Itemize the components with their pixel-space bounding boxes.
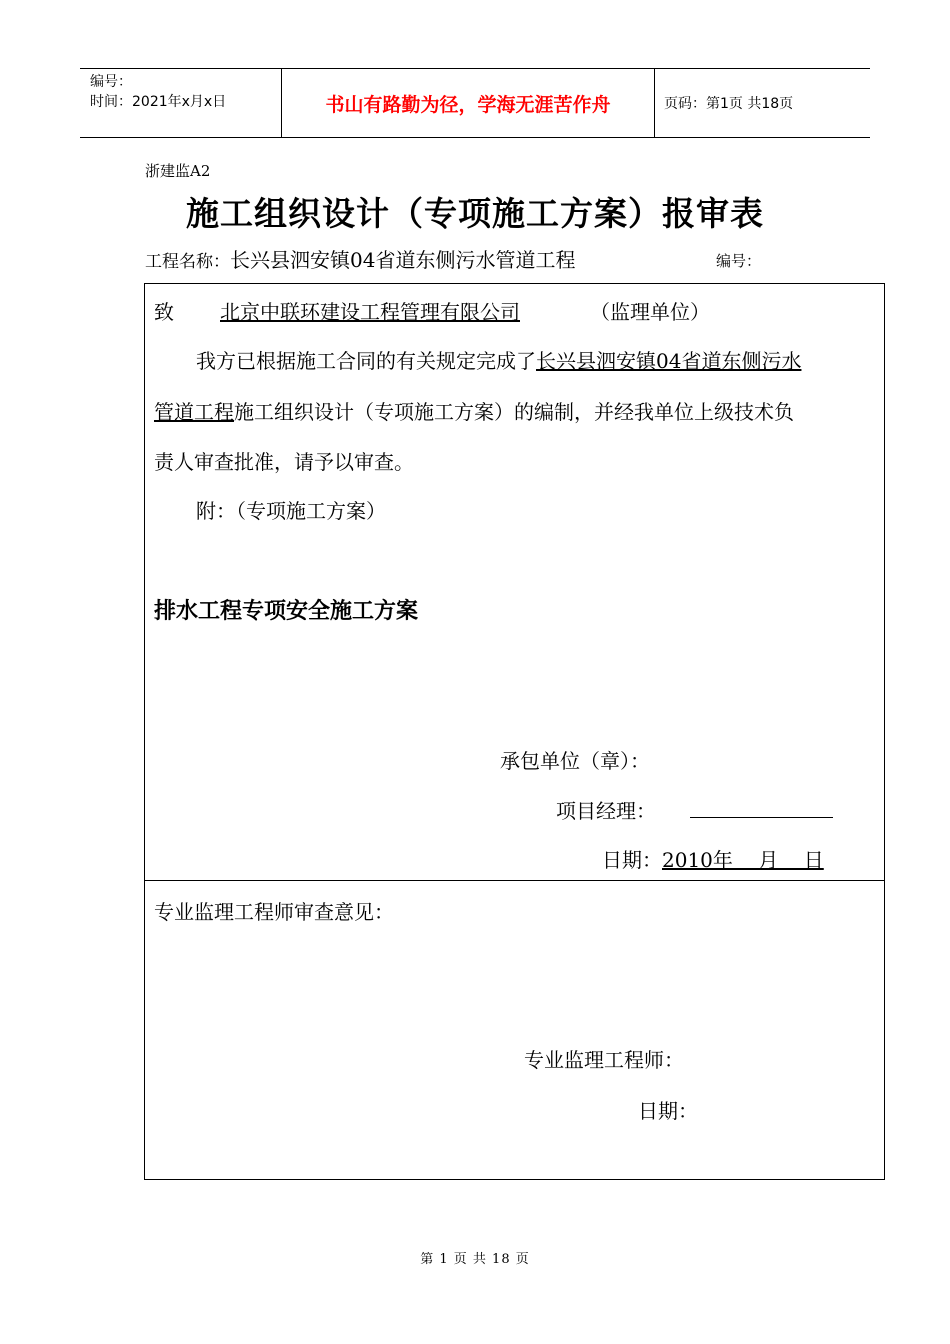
header-number-label: 编号： <box>90 74 132 90</box>
engineer-date-label: 日期： <box>638 1099 698 1123</box>
header-page-info: 页码：第1页 共18页 <box>664 96 794 112</box>
supervisor-suffix: （监理单位） <box>590 300 710 324</box>
header-meta <box>90 72 226 112</box>
body-text: 施工组织设计（专项施工方案）的编制，并经我单位上级技术负 <box>234 400 794 424</box>
body-line-1 <box>196 345 801 374</box>
number-label: 编号： <box>716 252 762 270</box>
header-divider <box>654 69 655 137</box>
body-line-2 <box>154 396 794 425</box>
date-label: 日期： <box>602 848 662 872</box>
header-box <box>80 68 870 138</box>
project-line <box>145 244 575 273</box>
manager-line <box>556 795 833 824</box>
section-divider <box>144 880 885 881</box>
engineer-opinion-label: 专业监理工程师审查意见： <box>154 900 394 924</box>
project-ref: 长兴县泗安镇04省道东侧污水 <box>536 349 802 373</box>
project-ref: 管道工程 <box>154 400 234 424</box>
engineer-signature-label: 专业监理工程师： <box>524 1048 684 1072</box>
header-time-label: 时间：2021年x月x日 <box>90 94 227 110</box>
date-value: 2010年 月 日 <box>662 848 824 872</box>
page-title: 施工组织设计（专项施工方案）报审表 <box>186 194 764 233</box>
date-line <box>602 844 824 873</box>
supervisor-company: 北京中联环建设工程管理有限公司 <box>220 300 520 324</box>
manager-signature-line <box>690 799 833 818</box>
addressee-line <box>154 296 710 325</box>
to-label: 致 <box>154 300 174 324</box>
form-code: 浙建监A2 <box>145 162 211 180</box>
attachment-line: 附：（专项施工方案） <box>196 499 386 523</box>
project-name: 长兴县泗安镇04省道东侧污水管道工程 <box>230 248 576 272</box>
body-text: 我方已根据施工合同的有关规定完成了 <box>196 349 536 373</box>
manager-label: 项目经理： <box>556 799 656 823</box>
contractor-seal-label: 承包单位（章）： <box>500 749 650 773</box>
project-label: 工程名称： <box>145 252 230 272</box>
body-line-3: 责人审查批准，请予以审查。 <box>154 450 414 474</box>
page-footer: 第 1 页 共 18 页 <box>420 1252 530 1267</box>
header-motto: 书山有路勤为径，学海无涯苦作舟 <box>325 93 611 116</box>
plan-title: 排水工程专项安全施工方案 <box>154 599 419 624</box>
